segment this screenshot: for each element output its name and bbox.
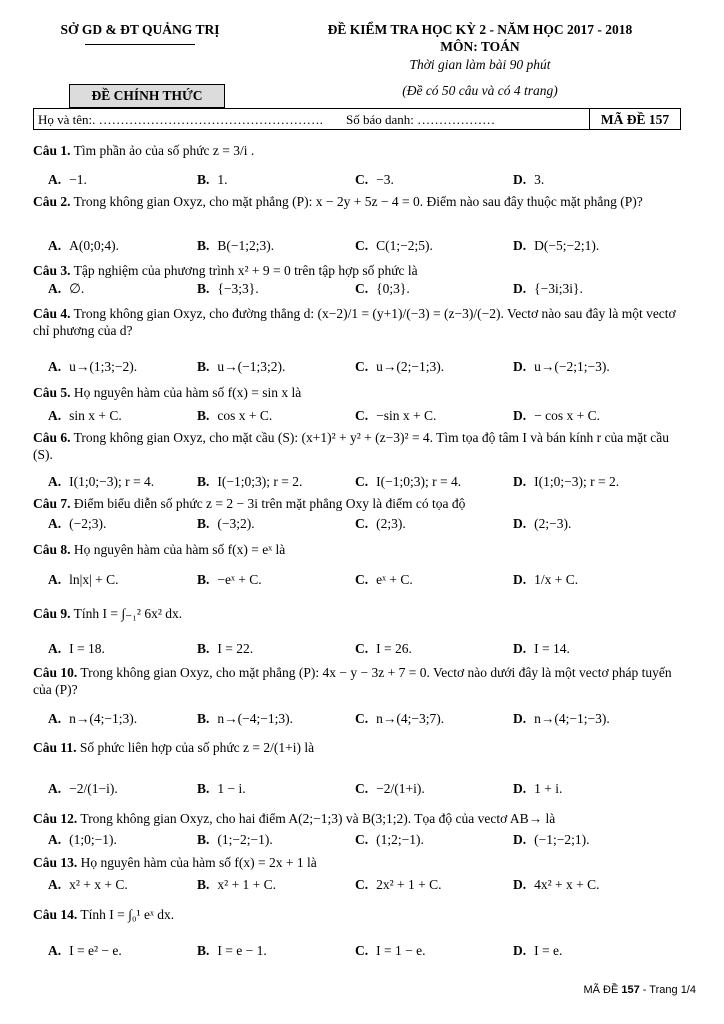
official-label: ĐỀ CHÍNH THỨC xyxy=(69,84,225,108)
question-12 xyxy=(33,810,683,827)
option-a xyxy=(48,572,119,588)
exam-note: (Đề có 50 câu và có 4 trang) xyxy=(402,83,558,98)
option-text: (1;−2;−1). xyxy=(217,832,273,847)
option-letter: C. xyxy=(355,877,369,892)
option-letter: C. xyxy=(355,238,369,253)
option-c xyxy=(355,238,433,254)
option-text: C(1;−2;5). xyxy=(376,238,433,253)
option-letter: A. xyxy=(48,641,62,656)
option-a xyxy=(48,781,118,797)
option-text: (−3;2). xyxy=(217,516,255,531)
option-letter: D. xyxy=(513,832,527,847)
option-letter: A. xyxy=(48,516,62,531)
option-b xyxy=(197,172,228,188)
option-text: − cos x + C. xyxy=(534,408,600,423)
option-a xyxy=(48,281,84,297)
question-text: Họ nguyên hàm của hàm số f(x) = 2x + 1 là xyxy=(77,855,317,870)
option-b xyxy=(197,781,246,797)
question-number: Câu 9. xyxy=(33,606,71,621)
option-letter: A. xyxy=(48,408,62,423)
option-text: −2/(1−i). xyxy=(69,781,118,796)
question-number: Câu 4. xyxy=(33,306,71,321)
option-b xyxy=(197,641,253,657)
exam-code-box: MÃ ĐỀ 157 xyxy=(589,108,681,130)
option-text: D(−5;−2;1). xyxy=(534,238,600,253)
question-4 xyxy=(33,305,683,339)
option-letter: B. xyxy=(197,877,210,892)
footer-code-label: MÃ ĐỀ xyxy=(583,984,619,996)
option-letter: B. xyxy=(197,943,210,958)
question-8 xyxy=(33,541,683,558)
option-letter: B. xyxy=(197,711,210,726)
option-text: I = 14. xyxy=(534,641,570,656)
option-text: I = 18. xyxy=(69,641,105,656)
time-limit: Thời gian làm bài 90 phút xyxy=(409,57,551,72)
option-letter: A. xyxy=(48,474,62,489)
option-d xyxy=(513,641,570,657)
option-letter: A. xyxy=(48,281,62,296)
option-a xyxy=(48,359,137,375)
answer-options xyxy=(48,172,688,190)
question-10 xyxy=(33,664,683,698)
option-text: −3. xyxy=(376,172,394,187)
option-a xyxy=(48,238,119,254)
option-letter: B. xyxy=(197,516,210,531)
option-b xyxy=(197,572,262,588)
question-number: Câu 10. xyxy=(33,665,78,680)
question-number: Câu 8. xyxy=(33,542,71,557)
option-a xyxy=(48,711,137,727)
option-letter: D. xyxy=(513,516,527,531)
option-letter: A. xyxy=(48,711,62,726)
option-text: 1 + i. xyxy=(534,781,563,796)
option-text: −eˣ + C. xyxy=(217,572,262,587)
option-a xyxy=(48,516,106,532)
option-letter: A. xyxy=(48,943,62,958)
option-text: I(1;0;−3); r = 2. xyxy=(534,474,620,489)
option-b xyxy=(197,281,259,297)
name-field: Họ và tên:. ……………………………………………. xyxy=(38,112,323,127)
question-number: Câu 5. xyxy=(33,385,71,400)
answer-options xyxy=(48,832,688,850)
option-letter: B. xyxy=(197,359,210,374)
option-b xyxy=(197,711,293,727)
option-text: (−1;−2;1). xyxy=(534,832,590,847)
question-number: Câu 1. xyxy=(33,143,71,158)
option-text: I = e. xyxy=(534,943,563,958)
option-text: n→(4;−1;3). xyxy=(69,711,138,726)
answer-options xyxy=(48,877,688,895)
option-d xyxy=(513,516,571,532)
answer-options xyxy=(48,781,688,799)
option-c xyxy=(355,781,425,797)
option-b xyxy=(197,474,302,490)
option-text: x² + 1 + C. xyxy=(217,877,277,892)
option-letter: A. xyxy=(48,172,62,187)
question-5 xyxy=(33,384,683,401)
option-letter: C. xyxy=(355,516,369,531)
option-letter: D. xyxy=(513,781,527,796)
option-b xyxy=(197,408,272,424)
question-1 xyxy=(33,142,683,159)
student-info-row xyxy=(33,108,589,130)
option-a xyxy=(48,474,154,490)
answer-options xyxy=(48,281,688,299)
option-a xyxy=(48,943,122,959)
subject: MÔN: TOÁN xyxy=(440,39,520,54)
option-c xyxy=(355,943,425,959)
option-c xyxy=(355,877,442,893)
option-letter: C. xyxy=(355,711,369,726)
option-text: eˣ + C. xyxy=(376,572,413,587)
option-letter: C. xyxy=(355,641,369,656)
option-c xyxy=(355,516,406,532)
answer-options xyxy=(48,408,688,426)
option-c xyxy=(355,572,413,588)
option-text: n→(4;−1;−3). xyxy=(534,711,610,726)
page-footer xyxy=(583,984,696,996)
question-text: Tính I = ∫₋₁² 6x² dx. xyxy=(70,606,183,621)
footer-code: 157 xyxy=(621,984,640,996)
option-letter: D. xyxy=(513,711,527,726)
option-d xyxy=(513,711,610,727)
question-number: Câu 6. xyxy=(33,430,71,445)
option-text: −sin x + C. xyxy=(376,408,437,423)
option-text: u→(−2;1;−3). xyxy=(534,359,610,374)
option-letter: B. xyxy=(197,474,210,489)
option-d xyxy=(513,877,600,893)
question-text: Tính I = ∫₀¹ eˣ dx. xyxy=(77,907,175,922)
option-letter: B. xyxy=(197,281,210,296)
option-b xyxy=(197,238,274,254)
answer-options xyxy=(48,943,688,961)
option-text: 1/x + C. xyxy=(534,572,579,587)
question-text: Tập nghiệm của phương trình x² + 9 = 0 trên tập hợp số phức là xyxy=(70,263,418,278)
option-letter: C. xyxy=(355,572,369,587)
option-d xyxy=(513,359,610,375)
question-9 xyxy=(33,605,683,622)
question-2 xyxy=(33,193,683,210)
option-letter: D. xyxy=(513,359,527,374)
question-text: Trong không gian Oxyz, cho hai điểm A(2;−1;3) và B(3;1;2). Tọa độ của vectơ AB→ là xyxy=(77,811,556,826)
option-letter: C. xyxy=(355,359,369,374)
question-14 xyxy=(33,906,683,923)
option-text: ln|x| + C. xyxy=(69,572,119,587)
option-d xyxy=(513,172,544,188)
question-number: Câu 13. xyxy=(33,855,78,870)
option-text: I = 1 − e. xyxy=(376,943,426,958)
question-text: Trong không gian Oxyz, cho mặt phẳng (P): x − 2y + 5z − 4 = 0. Điểm nào sau đây thuộc mặt phẳng (P)? xyxy=(70,194,643,209)
option-b xyxy=(197,943,267,959)
option-text: (2;3). xyxy=(376,516,406,531)
option-d xyxy=(513,781,562,797)
option-text: I(−1;0;3); r = 4. xyxy=(376,474,462,489)
question-3 xyxy=(33,262,683,279)
option-text: 2x² + 1 + C. xyxy=(376,877,442,892)
department-header xyxy=(40,22,240,45)
option-a xyxy=(48,641,105,657)
question-number: Câu 3. xyxy=(33,263,71,278)
option-d xyxy=(513,408,600,424)
option-text: (−2;3). xyxy=(69,516,107,531)
option-letter: C. xyxy=(355,781,369,796)
option-text: (1;0;−1). xyxy=(69,832,117,847)
question-13 xyxy=(33,854,683,871)
question-text: Tìm phần ảo của số phức z = 3/i . xyxy=(70,143,255,158)
option-letter: D. xyxy=(513,943,527,958)
option-letter: D. xyxy=(513,641,527,656)
option-letter: D. xyxy=(513,474,527,489)
option-text: A(0;0;4). xyxy=(69,238,119,253)
option-letter: B. xyxy=(197,781,210,796)
option-letter: D. xyxy=(513,877,527,892)
option-text: n→(4;−3;7). xyxy=(376,711,445,726)
question-11 xyxy=(33,739,683,756)
exam-title: ĐỀ KIỂM TRA HỌC KỲ 2 - NĂM HỌC 2017 - 2018 xyxy=(327,22,633,37)
option-letter: D. xyxy=(513,238,527,253)
option-a xyxy=(48,408,122,424)
question-text: Số phức liên hợp của số phức z = 2/(1+i) là xyxy=(76,740,315,755)
option-text: sin x + C. xyxy=(69,408,122,423)
option-d xyxy=(513,238,599,254)
option-text: −2/(1+i). xyxy=(376,781,425,796)
option-text: B(−1;2;3). xyxy=(217,238,275,253)
question-text: Trong không gian Oxyz, cho mặt cầu (S): (x+1)² + y² + (z−3)² = 4. Tìm tọa độ tâm I và bán kính r của mặt cầu (S). xyxy=(33,430,669,462)
question-number: Câu 7. xyxy=(33,496,71,511)
option-letter: B. xyxy=(197,172,210,187)
question-6 xyxy=(33,429,683,463)
footer-page: - Trang 1/4 xyxy=(639,984,696,996)
option-letter: B. xyxy=(197,572,210,587)
option-text: I = e² − e. xyxy=(69,943,122,958)
option-text: ∅. xyxy=(69,281,85,296)
option-text: x² + x + C. xyxy=(69,877,128,892)
option-b xyxy=(197,877,276,893)
option-text: −1. xyxy=(69,172,87,187)
option-text: 3. xyxy=(534,172,545,187)
option-text: u→(−1;3;2). xyxy=(217,359,286,374)
option-c xyxy=(355,408,436,424)
option-letter: D. xyxy=(513,172,527,187)
option-c xyxy=(355,474,461,490)
option-a xyxy=(48,172,87,188)
option-letter: D. xyxy=(513,408,527,423)
option-text: I = 22. xyxy=(217,641,254,656)
option-letter: A. xyxy=(48,238,62,253)
answer-options xyxy=(48,572,688,590)
option-letter: B. xyxy=(197,832,210,847)
option-text: 1 − i. xyxy=(217,781,246,796)
option-letter: C. xyxy=(355,172,369,187)
option-a xyxy=(48,832,117,848)
option-letter: A. xyxy=(48,832,62,847)
option-text: 1. xyxy=(217,172,228,187)
option-c xyxy=(355,172,394,188)
question-text: Họ nguyên hàm của hàm số f(x) = eˣ là xyxy=(70,542,286,557)
option-letter: B. xyxy=(197,408,210,423)
option-letter: C. xyxy=(355,408,369,423)
option-text: n→(−4;−1;3). xyxy=(217,711,293,726)
option-letter: A. xyxy=(48,877,62,892)
option-text: (2;−3). xyxy=(534,516,572,531)
department-name: SỞ GD & ĐT QUẢNG TRỊ xyxy=(60,22,220,37)
option-b xyxy=(197,832,273,848)
question-text: Điểm biểu diễn số phức z = 2 − 3i trên mặt phẳng Oxy là điểm có tọa độ xyxy=(70,496,466,511)
option-letter: A. xyxy=(48,572,62,587)
question-number: Câu 14. xyxy=(33,907,78,922)
option-text: u→(1;3;−2). xyxy=(69,359,138,374)
option-text: cos x + C. xyxy=(217,408,273,423)
question-number: Câu 2. xyxy=(33,194,71,209)
header-divider xyxy=(85,44,195,45)
option-letter: C. xyxy=(355,474,369,489)
option-letter: A. xyxy=(48,781,62,796)
option-text: I = e − 1. xyxy=(217,943,267,958)
question-text: Trong không gian Oxyz, cho đường thẳng d: (x−2)/1 = (y+1)/(−3) = (z−3)/(−2). Vectơ nào sau đây là một vectơ chỉ phương của d? xyxy=(33,306,676,338)
option-d xyxy=(513,474,619,490)
exam-header xyxy=(270,22,690,99)
option-text: (1;2;−1). xyxy=(376,832,424,847)
option-c xyxy=(355,832,424,848)
option-text: 4x² + x + C. xyxy=(534,877,600,892)
option-b xyxy=(197,516,255,532)
answer-options xyxy=(48,516,688,534)
option-letter: B. xyxy=(197,641,210,656)
question-number: Câu 11. xyxy=(33,740,77,755)
answer-options xyxy=(48,238,688,256)
question-text: Trong không gian Oxyz, cho mặt phẳng (P): 4x − y − 3z + 7 = 0. Vectơ nào dưới đây là một vectơ pháp tuyến của (P)? xyxy=(33,665,672,697)
answer-options xyxy=(48,641,688,659)
option-a xyxy=(48,877,128,893)
option-letter: A. xyxy=(48,359,62,374)
question-text: Họ nguyên hàm của hàm số f(x) = sin x là xyxy=(70,385,302,400)
option-letter: C. xyxy=(355,832,369,847)
option-c xyxy=(355,641,412,657)
option-text: I(1;0;−3); r = 4. xyxy=(69,474,155,489)
option-letter: C. xyxy=(355,943,369,958)
option-text: {−3i;3i}. xyxy=(534,281,583,296)
option-letter: B. xyxy=(197,238,210,253)
option-letter: D. xyxy=(513,281,527,296)
option-text: I = 26. xyxy=(376,641,412,656)
option-d xyxy=(513,281,583,297)
option-text: {−3;3}. xyxy=(217,281,259,296)
answer-options xyxy=(48,359,688,377)
answer-options xyxy=(48,474,688,492)
option-letter: C. xyxy=(355,281,369,296)
question-number: Câu 12. xyxy=(33,811,78,826)
option-text: {0;3}. xyxy=(376,281,410,296)
option-c xyxy=(355,359,444,375)
option-d xyxy=(513,832,589,848)
option-text: u→(2;−1;3). xyxy=(376,359,445,374)
option-d xyxy=(513,572,578,588)
option-b xyxy=(197,359,285,375)
answer-options xyxy=(48,711,688,729)
option-c xyxy=(355,281,410,297)
option-d xyxy=(513,943,562,959)
option-c xyxy=(355,711,444,727)
question-7 xyxy=(33,495,683,512)
option-letter: D. xyxy=(513,572,527,587)
id-field: Số báo danh: ……………… xyxy=(346,112,496,127)
option-text: I(−1;0;3); r = 2. xyxy=(217,474,303,489)
